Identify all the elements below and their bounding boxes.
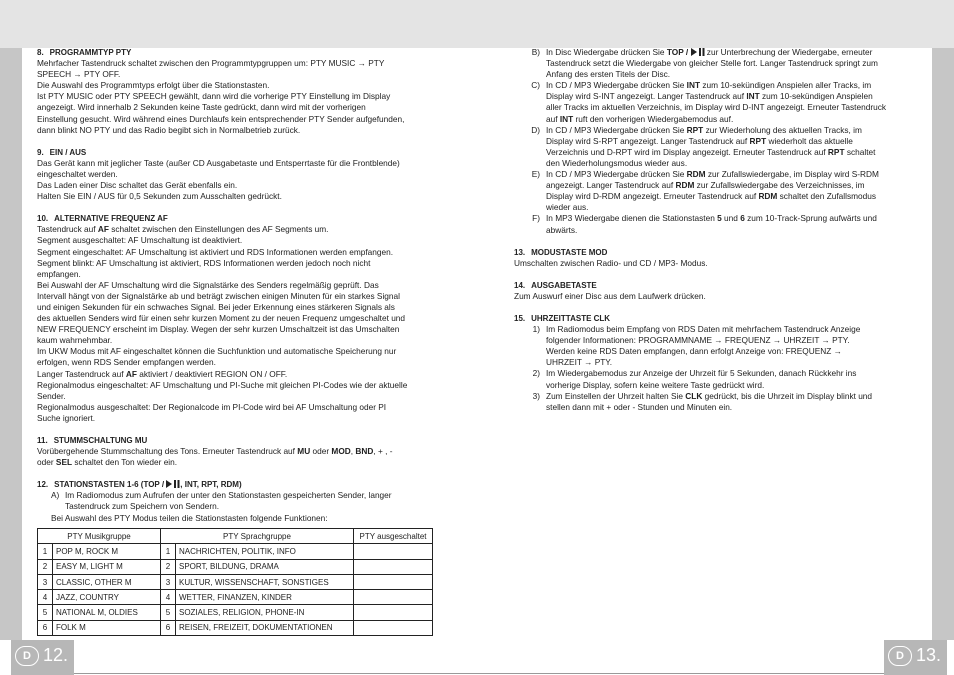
table-cell: 3 <box>161 574 176 589</box>
table-cell: NATIONAL M, OLDIES <box>53 605 161 620</box>
table-cell <box>354 605 433 620</box>
table-cell: CLASSIC, OTHER M <box>53 574 161 589</box>
text-line: Suche ignoriert. <box>37 412 96 423</box>
section-10: 10. ALTERNATIVE FREQUENZ AF Tastendruck auf AF schaltet zwischen den Einstellungen des AF Segments um. Segment ausgeschaltet: AF Umschaltung ist deaktiviert. Segment eingeschaltet: AF Umschaltung ist aktiviert und RDS Informationen werden empfangen. Segment blinkt: AF Umschaltung ist aktiviert, RDS Informationen werden jedoch noch nicht empfangen. Bei Auswahl der AF Umschaltung wird die Signalstärke des Senders regelmäßig geprüft. Das Intervall hängt von der Signalstärke ab und beträgt zwischen einigen Minuten für ein starkes Signal und einigen Sekunden für ein schwaches Signal. Bei jeder Erkennung eines stärkeren Signals als des aktuellen Senders wird für einen sehr kurzen Moment zu der neuen Frequenz umgeschaltet und NEW FREQUENCY erscheint im Display. Wegen der sehr kurzen Umschaltzeit ist das Umschalten kaum wahrnehmbar. Im UKW Modus mit AF eingeschaltet können die Suchfunktion und automatische Speicherung nur erfolgen, wenn RDS Sender empfangen werden. Langer Tastendruck auf AF aktiviert / deaktiviert REGION ON / OFF. Regionalmodus eingeschaltet: AF Umschaltung und PI-Suche mit gleichen PI-Codes wie der aktuelle Sender. Regionalmodus ausgeschaltet: Der Regionalcode im PI-Code wird bei AF Umschaltung oder PI Suche ignoriert. <box>37 213 441 424</box>
table-row <box>38 559 433 574</box>
table-cell: NACHRICHTEN, POLITIK, INFO <box>176 544 354 559</box>
table-cell: 2 <box>161 559 176 574</box>
left-column <box>37 47 441 535</box>
table-cell: FOLK M <box>53 620 161 635</box>
language-badge: D <box>888 646 912 666</box>
section-body <box>37 158 441 202</box>
list-item: C) In CD / MP3 Wiedergabe drücken Sie INT zum 10-sekündigen Anspielen aller Tracks, im Display wird S-INT angezeigt. Langer Tastendruck auf INT zum 10-sekündigen Anspielen aller Tracks im aktuellen Verzeichnis, im Display wird D-INT angezeigt. Erneuter Tastendruck auf INT ruft den vorherigen Wiedergabemodus auf. <box>531 80 887 124</box>
section-heading: 13. MODUSTASTE MOD <box>514 247 608 257</box>
table-row <box>38 620 433 635</box>
table-cell <box>354 544 433 559</box>
play-pause-icon <box>691 48 705 56</box>
text-line: NEW FREQUENCY erscheint im Display. Wegen der sehr kurzen Umschaltzeit ist das Umschalten <box>37 324 400 335</box>
list-item: A) Im Radiomodus zum Aufrufen der unter den Stationstasten gespeicherten Sender, langer Tastendruck zum Speichern von Sendern. <box>51 490 392 512</box>
section-heading: 9. EIN / AUS <box>37 147 87 157</box>
text-line: Bei Auswahl der AF Umschaltung wird die Signalstärke des Senders regelmäßig geprüft. Das <box>37 279 379 290</box>
table-row <box>38 574 433 589</box>
table-header-row <box>38 529 433 544</box>
table-cell: POP M, ROCK M <box>53 544 161 559</box>
section-12: 12. STATIONSTASTEN 1-6 (TOP / , INT, RPT, RDM) A) Im Radiomodus zum Aufrufen der unter den Stationstasten gespeicherten Sender, langer Tastendruck zum Speichern von Sendern. Bei Auswahl des PTY Modus teilen die Stationstasten folgende Funktionen: <box>37 479 441 523</box>
section-body <box>37 58 441 136</box>
section-8 <box>37 47 441 136</box>
section-body <box>37 380 441 424</box>
table-row <box>38 605 433 620</box>
table-row <box>38 544 433 559</box>
table-cell: 3 <box>38 574 53 589</box>
table-cell <box>354 620 433 635</box>
section-13: 13. MODUSTASTE MOD Umschalten zwischen Radio- und CD / MP3- Modus. <box>514 247 914 269</box>
text-line: empfangen. <box>37 268 81 279</box>
section-body <box>37 235 441 368</box>
language-badge: D <box>15 646 39 666</box>
table-cell: 1 <box>161 544 176 559</box>
table-cell: REISEN, FREIZEIT, DOKUMENTATIONEN <box>176 620 354 635</box>
table-cell <box>354 559 433 574</box>
text-line: Ist PTY MUSIC oder PTY SPEECH gewählt, dann wird die vorherige PTY Einstellung im Display <box>37 91 391 102</box>
right-column <box>514 47 914 424</box>
table-cell: 4 <box>38 590 53 605</box>
table-header: PTY Musikgruppe <box>38 529 161 544</box>
text-line: Regionalmodus eingeschaltet: AF Umschaltung und PI-Suche mit gleichen PI-Codes wie der aktuelle <box>37 379 408 390</box>
text-line: eingeschaltet werden. <box>37 168 118 179</box>
text-line: Segment eingeschaltet: AF Umschaltung ist aktiviert und RDS Informationen werden empfangen. <box>37 246 394 257</box>
table-cell: SOZIALES, RELIGION, PHONE-IN <box>176 605 354 620</box>
text-line: Das Laden einer Disc schaltet das Gerät ebenfalls ein. <box>37 180 238 191</box>
table-cell: 6 <box>161 620 176 635</box>
list-item: 1) Im Radiomodus beim Empfang von RDS Daten mit mehrfachem Tastendruck Anzeige folgender Informationen: PROGRAMMNAME → FREQUENZ → UHRZEIT → PTY. Werden keine RDS Daten empfangen, dann erfolgt Anzeige von: FREQUENZ → UHRZEIT → PTY. <box>532 324 861 368</box>
text-line: erfolgen, wenn RDS Sender empfangen werden. <box>37 357 216 368</box>
text-line: Das Gerät kann mit jeglicher Taste (außer CD Ausgabetaste und Entsperrtaste für die Frontblende) <box>37 157 400 168</box>
text-line: und einigen Sekunden für ein schwaches Signal. Bei jeder Erkennung eines stärkeren Signals als <box>37 301 395 312</box>
table-cell: 5 <box>38 605 53 620</box>
section-9 <box>37 147 441 202</box>
text-line: angezeigt. Wird innerhalb 2 Sekunden keine Taste gedrückt, dann wird mit der vorherigen <box>37 102 366 113</box>
section-12-continued <box>514 47 914 236</box>
table-cell: 1 <box>38 544 53 559</box>
text-line: Einstellung gesucht. Wird während eines Durchlaufs kein entsprechender PTY Sender aufgefunden, <box>37 113 405 124</box>
table-header: PTY Sprachgruppe <box>161 529 354 544</box>
table-cell: 6 <box>38 620 53 635</box>
section-heading: 10. ALTERNATIVE FREQUENZ AF <box>37 214 168 224</box>
list-item: B) In Disc Wiedergabe drücken Sie TOP / zur Unterbrechung der Wiedergabe, erneuter Tastendruck setzt die Wiedergabe von gleicher Stelle fort. Langer Tastendruck springt zum Anfang des ersten Titels der Disc. <box>531 47 878 80</box>
right-sidebar-strip <box>932 48 954 640</box>
table-cell: KULTUR, WISSENSCHAFT, SONSTIGES <box>176 574 354 589</box>
table-cell: 5 <box>161 605 176 620</box>
section-heading: 14. AUSGABETASTE <box>514 280 597 290</box>
table-cell <box>354 590 433 605</box>
table-cell: EASY M, LIGHT M <box>53 559 161 574</box>
section-heading: 12. STATIONSTASTEN 1-6 (TOP / , INT, RPT, RDM) <box>37 480 242 490</box>
text-line: Segment blinkt: AF Umschaltung ist aktiviert, RDS Informationen werden jedoch noch nicht <box>37 257 371 268</box>
text-line: Mehrfacher Tastendruck schaltet zwischen den Programmtypgruppen um: PTY MUSIC → PTY <box>37 58 385 69</box>
text-line: dann blinkt NO PTY und das Radio begibt sich in Normalbetrieb zurück. <box>37 124 301 135</box>
footer-rule <box>74 673 884 674</box>
page-number: 13. <box>916 645 942 665</box>
list-item: 2) Im Wiedergabemodus zur Anzeige der Uhrzeit für 5 Sekunden, danach Rückkehr ins vorherige Display, sofern keine weitere Taste gedrückt wird. <box>532 368 857 390</box>
section-heading: 15. UHRZEITTASTE CLK <box>514 313 611 323</box>
table-cell: WETTER, FINANZEN, KINDER <box>176 590 354 605</box>
text-line: Segment ausgeschaltet: AF Umschaltung ist deaktiviert. <box>37 235 243 246</box>
text-line: Regionalmodus ausgeschaltet: Der Regionalcode im PI-Code wird bei AF Umschaltung oder PI <box>37 401 387 412</box>
text-line: SPEECH → PTY OFF. <box>37 69 121 80</box>
table-row <box>38 590 433 605</box>
text-line: Die Auswahl des Programmtyps erfolgt über die Stationstasten. <box>37 80 270 91</box>
list-item: D) In CD / MP3 Wiedergabe drücken Sie RPT zur Wiederholung des aktuellen Tracks, im Display wird S-RPT angezeigt. Langer Tastendruck auf RPT wiederholt das aktuelle Verzeichnis und D-RPT wird im Display angezeigt. Erneuter Tastendruck auf RPT schaltet den Wiederholungsmodus wieder aus. <box>531 124 876 168</box>
pty-table <box>37 528 433 636</box>
text-line: des aktuellen Senders wird für einen sehr kurzen Moment zu der neuen Frequenz umgeschaltet und <box>37 313 406 324</box>
section-15 <box>514 313 914 413</box>
left-sidebar-strip <box>0 48 22 640</box>
list-item: F) In MP3 Wiedergabe dienen die Stationstasten 5 und 6 zum 10-Track-Sprung aufwärts und abwärts. <box>532 213 877 235</box>
text-line: Intervall hängt von der Signalstärke ab und beträgt zwischen einigen Minuten für ein starkes Signal <box>37 290 400 301</box>
list-item: E) In CD / MP3 Wiedergabe drücken Sie RDM zur Zufallswiedergabe, im Display wird S-RDM angezeigt. Langer Tastendruck auf RDM zur Zufallswiedergabe des Verzeichnisses, im Display wird D-RDM angezeigt. Erneuter Tastendruck auf RDM schaltet den Zufallsmodus wieder aus. <box>531 169 879 213</box>
section-14: 14. AUSGABETASTE Zum Auswurf einer Disc aus dem Laufwerk drücken. <box>514 280 914 302</box>
table-cell <box>354 574 433 589</box>
table-cell: JAZZ, COUNTRY <box>53 590 161 605</box>
text-line: Sender. <box>37 390 66 401</box>
text-line: Halten Sie EIN / AUS für 0,5 Sekunden zum Ausschalten gedrückt. <box>37 191 282 202</box>
list-item: 3) Zum Einstellen der Uhrzeit halten Sie CLK gedrückt, bis die Uhrzeit im Display blinkt und stellen dann mit + oder - Stunden und Minuten ein. <box>532 390 873 412</box>
section-heading: 11. STUMMSCHALTUNG MU <box>37 436 148 445</box>
text-line: Im UKW Modus mit AF eingeschaltet können die Suchfunktion und automatische Speicherung nur <box>37 346 397 357</box>
table-header: PTY ausgeschaltet <box>354 529 433 544</box>
section-heading: 8. PROGRAMMTYP PTY <box>37 48 132 57</box>
section-11: 11. STUMMSCHALTUNG MU Vorübergehende Stummschaltung des Tons. Erneuter Tastendruck auf MU oder MOD, BND, + , - oder SEL schaltet den Ton wieder ein. <box>37 435 441 468</box>
top-band <box>0 0 954 48</box>
table-cell: 4 <box>161 590 176 605</box>
play-pause-icon <box>166 480 180 488</box>
page-number: 12. <box>43 645 69 665</box>
table-cell: SPORT, BILDUNG, DRAMA <box>176 559 354 574</box>
left-page-badge <box>15 645 68 666</box>
right-page-badge <box>888 645 941 666</box>
table-cell: 2 <box>38 559 53 574</box>
text-line: kaum wahrnehmbar. <box>37 335 113 346</box>
